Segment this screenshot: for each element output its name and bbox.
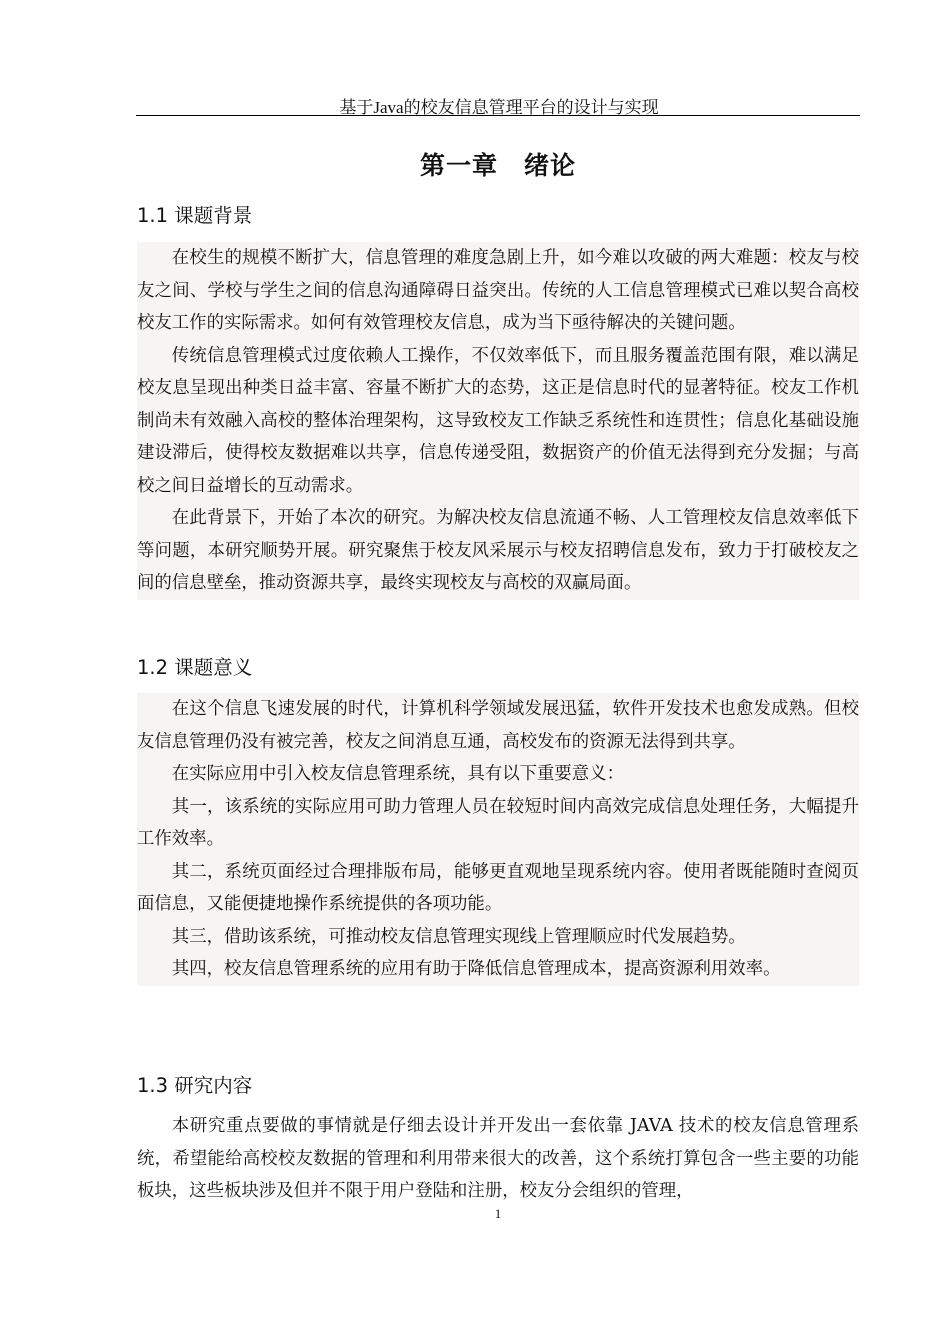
paragraph: 在此背景下，开始了本次的研究。为解决校友信息流通不畅、人工管理校友信息效率低下等问题，本研究顺势开展。研究聚焦于校友风采展示与校友招聘信息发布，致力于打破校友之间的信息壁垒，推动资源共享，最终实现校友与高校的双赢局面。 xyxy=(137,508,859,593)
section-body-1-2 xyxy=(137,693,859,986)
paragraph: 其四，校友信息管理系统的应用有助于降低信息管理成本，提高资源利用效率。 xyxy=(171,959,781,979)
paragraph: 本研究重点要做的事情就是仔细去设计并开发出一套依靠 JAVA 技术的校友信息管理系统，希望能给高校校友数据的管理和利用带来很大的改善，这个系统打算包含一些主要的功能板块，这些板块涉及但并不限于用户登陆和注册，校友分会组织的管理， xyxy=(137,1116,859,1201)
paragraph: 在校生的规模不断扩大，信息管理的难度急剧上升，如今难以攻破的两大难题：校友与校友之间、学校与学生之间的信息沟通障碍日益突出。传统的人工信息管理模式已难以契合高校校友工作的实际需求。如何有效管理校友信息，成为当下亟待解决的关键问题。 xyxy=(137,248,859,333)
paragraph: 其三，借助该系统，可推动校友信息管理实现线上管理顺应时代发展趋势。 xyxy=(171,926,746,947)
section-heading-1-2: 1.2 课题意义 xyxy=(137,656,253,679)
paragraph: 传统信息管理模式过度依赖人工操作，不仅效率低下，而且服务覆盖范围有限，难以满足校友息呈现出种类日益丰富、容量不断扩大的态势，这正是信息时代的显著特征。校友工作机制尚未有效融入高校的整体治理架构，这导致校友工作缺乏系统性和连贯性；信息化基础设施建设滞后，使得校友数据难以共享，信息传递受阻，数据资产的价值无法得到充分发掘；与高校之间日益增长的互动需求。 xyxy=(137,345,859,496)
page-number: 1 xyxy=(494,1206,502,1221)
header-rule xyxy=(136,115,860,116)
section-body-1-1 xyxy=(137,242,859,600)
paragraph: 在这个信息飞速发展的时代，计算机科学领域发展迅猛，软件开发技术也愈发成熟。但校友信息管理仍没有被完善，校友之间消息互通，高校发布的资源无法得到共享。 xyxy=(137,699,859,752)
paragraph: 其一，该系统的实际应用可助力管理人员在较短时间内高效完成信息处理任务，大幅提升工作效率。 xyxy=(137,796,859,849)
section-heading-1-3: 1.3 研究内容 xyxy=(137,1074,253,1097)
running-header: 基于Java的校友信息管理平台的设计与实现 xyxy=(339,98,659,117)
paragraph: 在实际应用中引入校友信息管理系统，具有以下重要意义： xyxy=(171,764,624,784)
section-body-1-3 xyxy=(137,1110,859,1208)
chapter-title: 第一章 绪论 xyxy=(419,151,576,180)
paragraph: 其二，系统页面经过合理排版布局，能够更直观地呈现系统内容。使用者既能随时查阅页面信息，又能便捷地操作系统提供的各项功能。 xyxy=(137,861,859,914)
section-heading-1-1: 1.1 课题背景 xyxy=(137,204,253,227)
